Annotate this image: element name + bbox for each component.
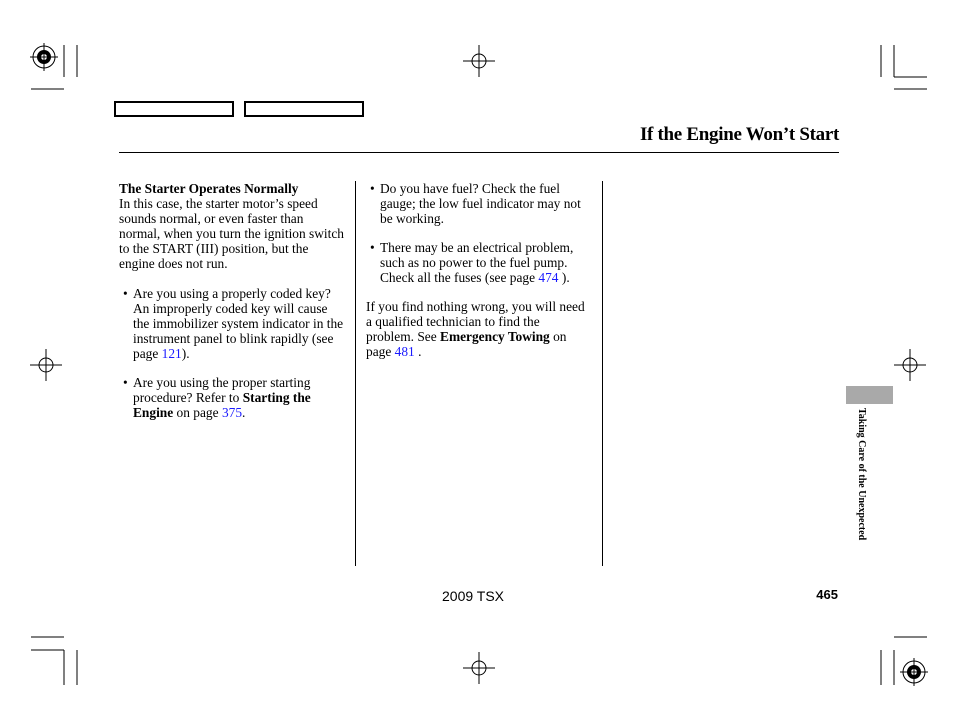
closing-paragraph: If you find nothing wrong, you will need a qualified technician to find the problem. See Emergency Towing on page 481 . bbox=[366, 299, 585, 359]
nav-box-2[interactable] bbox=[244, 101, 364, 117]
section-tab-marker bbox=[846, 386, 893, 404]
page-title: If the Engine Won’t Start bbox=[639, 124, 839, 145]
middle-column bbox=[366, 181, 588, 359]
bullet-dot: • bbox=[123, 286, 128, 301]
page-link-121[interactable]: 121 bbox=[161, 346, 182, 361]
bullet-fuel: • Do you have fuel? Check the fuel gauge; the low fuel indicator may not be working. bbox=[370, 181, 581, 226]
page-link-481[interactable]: 481 bbox=[394, 344, 415, 359]
page-number: 465 bbox=[816, 587, 838, 602]
registration-target-top-left bbox=[30, 43, 58, 71]
column-divider-1 bbox=[355, 181, 356, 566]
intro-paragraph: In this case, the starter motor’s speed sounds normal, or even faster than normal, when you turn the ignition switch to the START (III) position, but the engine does not run. bbox=[119, 196, 345, 271]
left-column bbox=[119, 181, 347, 420]
bullet-dot: • bbox=[370, 240, 375, 255]
page-link-474[interactable]: 474 bbox=[538, 270, 559, 285]
registration-target-bottom-right bbox=[900, 658, 928, 686]
title-rule bbox=[119, 152, 839, 153]
bullet-electrical: • There may be an electrical problem, such as no power to the fuel pump. Check all the fuses (see page 474 ). bbox=[370, 240, 574, 285]
bullet-coded-key: • Are you using a properly coded key? An improperly coded key will cause the immobilizer system indicator in the instrument panel to blink rapidly (see page 121). bbox=[123, 286, 344, 361]
column-divider-2 bbox=[602, 181, 603, 566]
footer-model: 2009 TSX bbox=[442, 588, 505, 604]
bullet-starting-procedure: • Are you using the proper starting procedure? Refer to Starting the Engine on page 375. bbox=[123, 375, 311, 420]
section-tab-label: Taking Care of the Unexpected bbox=[856, 408, 867, 541]
page-link-375[interactable]: 375 bbox=[221, 405, 243, 420]
bullet-dot: • bbox=[370, 181, 375, 196]
section-heading: The Starter Operates Normally bbox=[119, 181, 299, 196]
bullet-dot: • bbox=[123, 375, 128, 390]
nav-box-1[interactable] bbox=[114, 101, 234, 117]
